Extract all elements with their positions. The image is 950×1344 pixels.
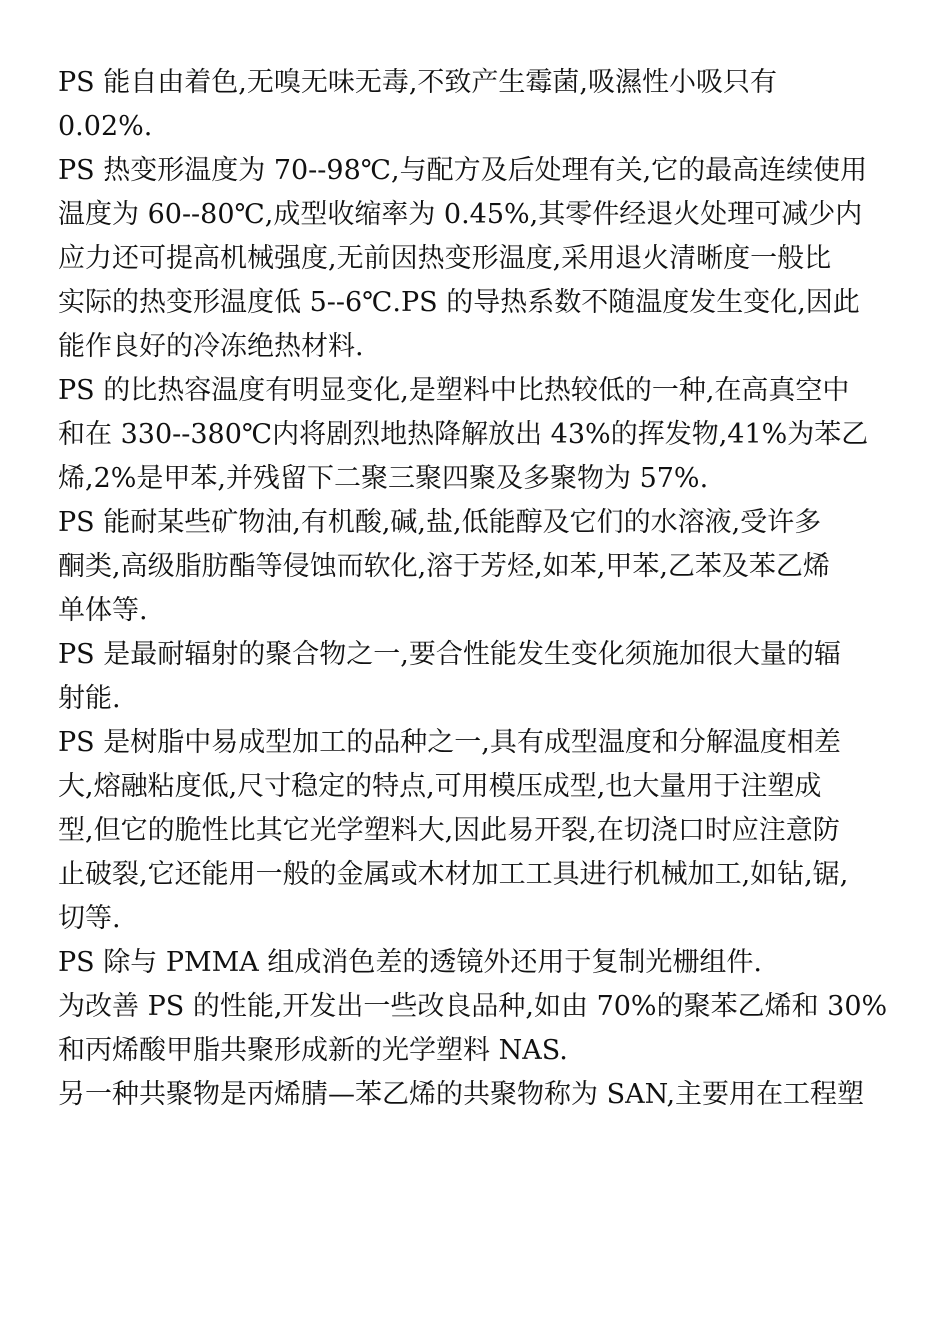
paragraph-specific-heat: PS 的比热容温度有明显变化,是塑料中比热较低的一种,在高真空中 和在 330--380℃内将剧烈地热降解放出 43%的挥发物,41%为苯乙 烯,2%是甲苯,并残留下二聚三聚四聚及多聚物为 57%. bbox=[58, 375, 869, 494]
document-body bbox=[58, 61, 912, 1117]
paragraph-coloring: PS 能自由着色,无嗅无味无毒,不致产生霉菌,吸濕性小吸只有 0.02%. bbox=[58, 67, 777, 142]
paragraph-radiation-resistance: PS 是最耐辐射的聚合物之一,要合性能发生变化须施加很大量的辐 射能. bbox=[58, 639, 841, 714]
paragraph-san: 另一种共聚物是丙烯腈—苯乙烯的共聚物称为 SAN,主要用在工程塑 bbox=[58, 1079, 865, 1110]
paragraph-achromatic-lens: PS 除与 PMMA 组成消色差的透镜外还用于复制光栅组件. bbox=[58, 947, 762, 978]
paragraph-heat-deformation: PS 热变形温度为 70--98℃,与配方及后处理有关,它的最高连续使用 温度为 60--80℃,成型收缩率为 0.45%,其零件经退火处理可减少内 应力还可提高机械强度,无前因热变形温度,采用退火清晰度一般比 实际的热变形温度低 5--6℃.PS 的导热系数不随温度发生变化,因此 能作良好的冷冻绝热材料. bbox=[58, 155, 868, 362]
paragraph-processing: PS 是树脂中易成型加工的品种之一,具有成型温度和分解温度相差 大,熔融粘度低,尺寸稳定的特点,可用模压成型,也大量用于注塑成 型,但它的脆性比其它光学塑料大,因此易开裂,在切浇口时应注意防 止破裂,它还能用一般的金属或木材加工工具进行机械加工,如钻,锯, 切等. bbox=[58, 727, 849, 934]
paragraph-nas: 为改善 PS 的性能,开发出一些改良品种,如由 70%的聚苯乙烯和 30% 和丙烯酸甲脂共聚形成新的光学塑料 NAS. bbox=[58, 991, 888, 1066]
paragraph-chemical-resistance: PS 能耐某些矿物油,有机酸,碱,盐,低能醇及它们的水溶液,受许多 酮类,高级脂肪酯等侵蚀而软化,溶于芳烃,如苯,甲苯,乙苯及苯乙烯 单体等. bbox=[58, 507, 830, 626]
